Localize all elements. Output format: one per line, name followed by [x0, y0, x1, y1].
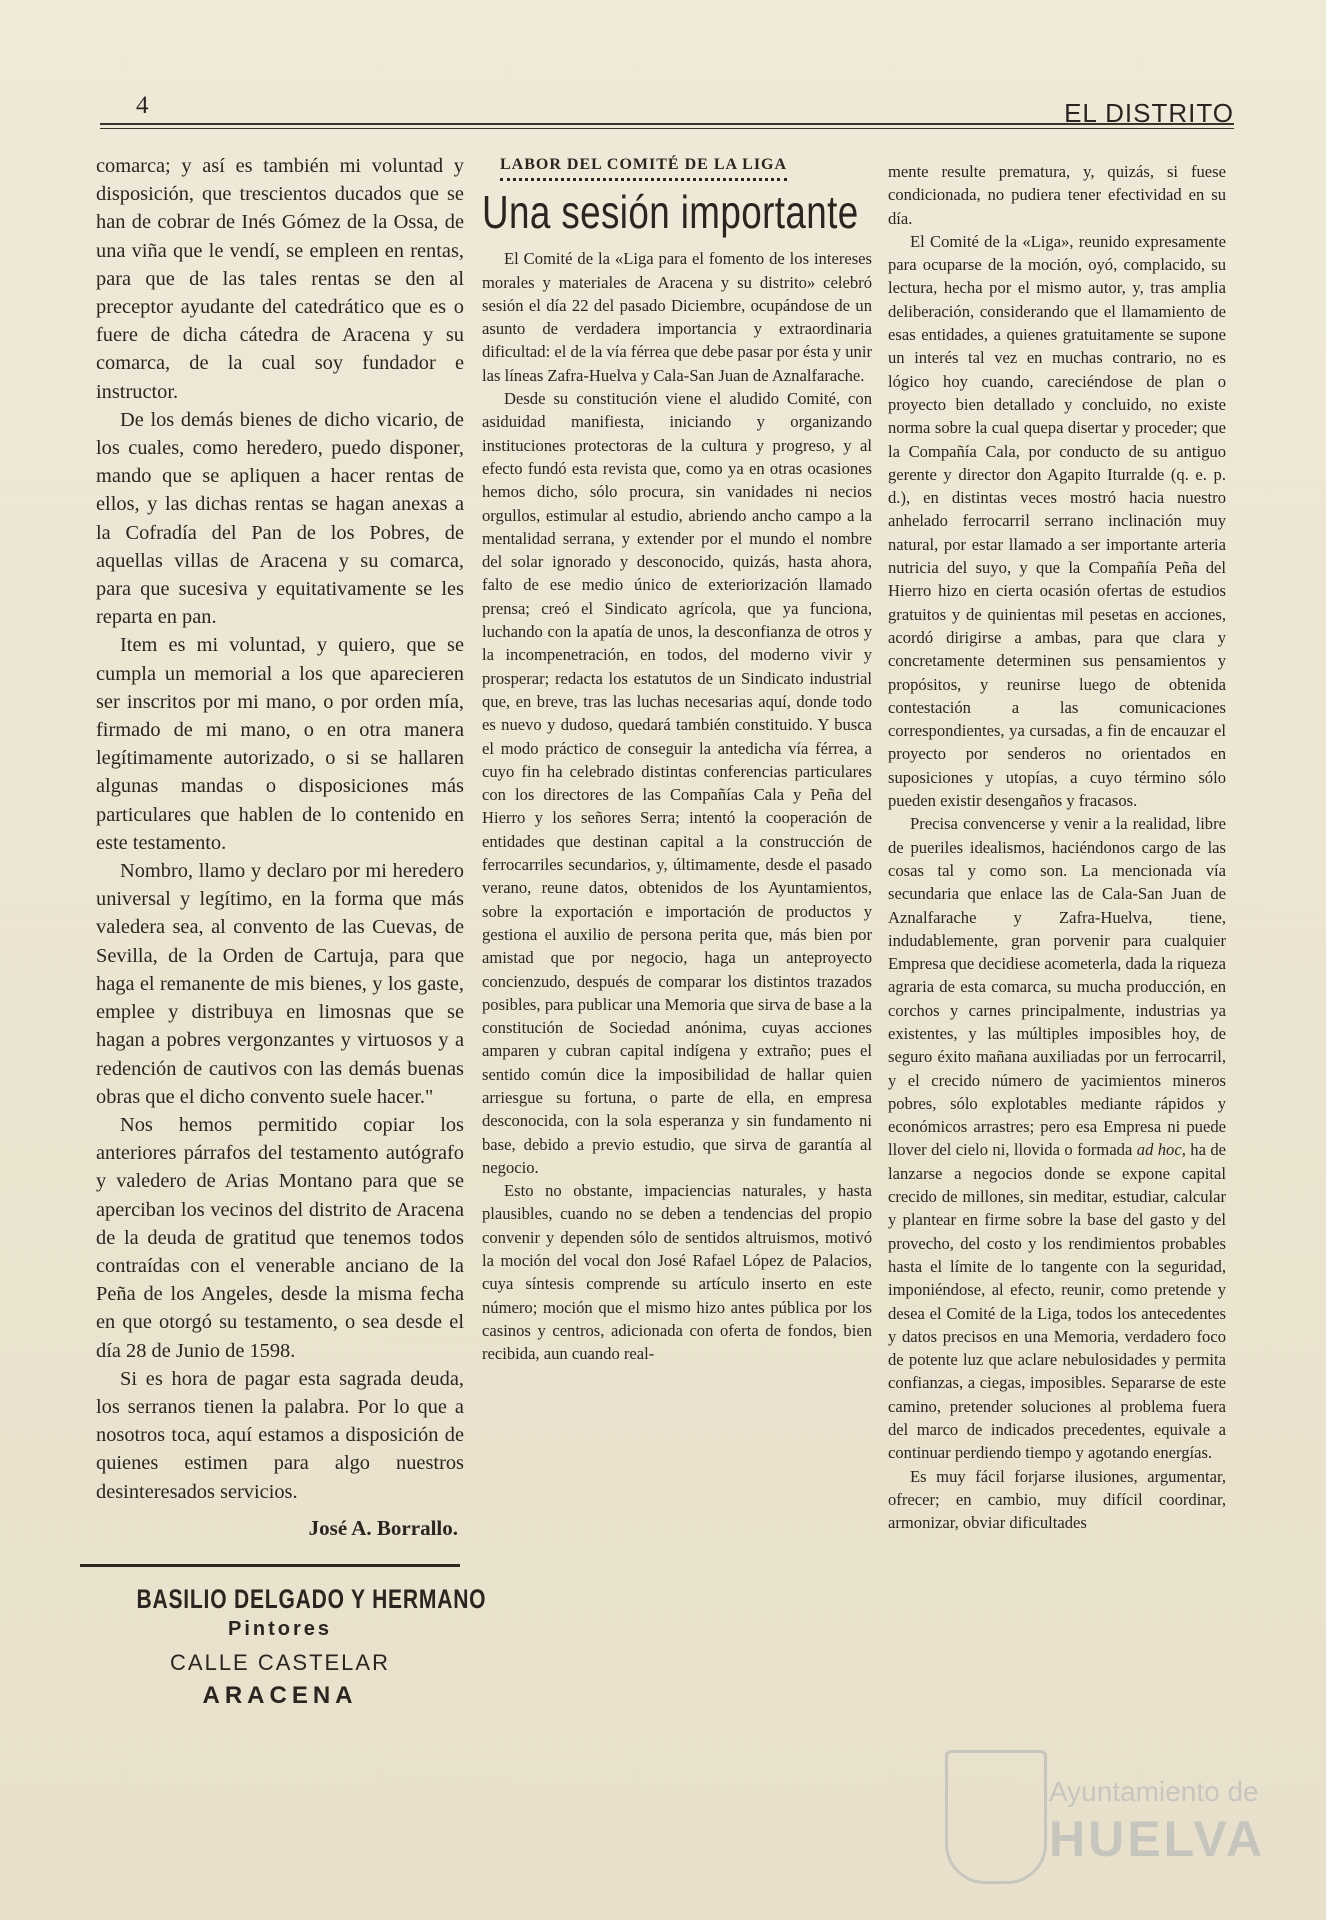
paragraph-text: , ha de lanzarse a negocios donde se expone capital crecido de millones, sin meditar, estudiar, calcular y plantear en firme sobre la base del gasto y del provecho, del costo y los rendimientos probables hasta el límite de lo tangente con la seguridad, imponiéndose, al efecto, reunir, como pretende y desea el Comité de la Liga, todos los antecedentes y datos precisos en una Memoria, verdadero foco de potente luz que aclare nebulosidades y permita confianzas, a ciegas, imposibles. Separarse de este camino, pretender soluciones al problema fuera del marco de indicados precedentes, equivale a continuar perdiendo tiempo y agotando energías. [888, 1140, 1226, 1463]
paragraph: Es muy fácil forjarse ilusiones, argumentar, ofrecer; en cambio, muy difícil coordinar, armonizar, obviar dificultades [888, 1466, 1226, 1533]
right-column [888, 160, 1226, 1535]
paragraph: Nombro, llamo y declaro por mi heredero universal y legítimo, en la forma que más valedera sea, al convento de las Cuevas, de Sevilla, de la Orden de Cartuja, para que haga el remanente de mis bienes, y los gaste, emplee y distribuya en limosnas que se hagan a pobres vergonzantes y virtuosos y a redención de cautivos con las demás buenas obras que el dicho convento suele hacer." [96, 860, 464, 1108]
ad-divider [80, 1564, 460, 1567]
paragraph: El Comité de la «Liga para el fomento de los intereses morales y materiales de Aracena y su distrito» celebró sesión el día 22 del pasado Diciembre, ocupándose de un asunto de verdadera importancia y extraordinaria dificultad: el de la vía férrea que debe pasar por ésta y unir las líneas Zafra-Huelva y Cala-San Juan de Aznalfarache. [482, 249, 872, 385]
page-number: 4 [136, 92, 149, 119]
paragraph: Item es mi voluntad, y quiero, que se cumpla un memorial a los que aparecieren ser inscritos por mi mano, o por orden mía, firmado de mi mano, o en otra manera legítimamente autorizado, o si se hallaren algunas mandas o disposiciones más particulares que hablen de lo contenido en este testamento. [96, 634, 464, 854]
shield-icon [945, 1750, 1047, 1884]
paragraph: Si es hora de pagar esta sagrada deuda, los serranos tienen la palabra. Por lo que a nosotros toca, aquí estamos a disposición de quienes estimen para algo nuestros desinteresados servicios. [96, 1367, 464, 1503]
header-rule [100, 123, 1234, 129]
paragraph: El Comité de la «Liga», reunido expresamente para ocuparse de la moción, oyó, complacido, su lectura, hecha por el mismo autor, y, tras amplia deliberación, considerando que el llamamiento de esas entidades, a quienes gratuitamente se supone un interés tal vez en muchas contrario, no es lógico hoy cuando, careciéndose de plan o proyecto bien detallado y concluido, no existe norma sobre la cual quepa disertar y proceder; que la Compañía Cala, por conducto de su antiguo gerente y director don Agapito Iturralde (q. e. p. d.), en distintas veces mostró hacia nuestro anhelado ferrocarril serrano inclinación muy natural, por estar llamado a ser importante arteria nutricia del suyo, y que la Compañía Peña del Hierro hizo en cierta ocasión ofertas de estudios gratuitos y de quinientas mil pesetas en acciones, acordó dirigirse a ambas, para que clara y concretamente determinen sus pensamientos y propósitos, y reunirse luego de obtenida contestación a las comunicaciones correspondientes, ya cursadas, a fin de encauzar el proyecto por senderos no orientados en suposiciones y utopías, a cuyo término sólo pueden existir desengaños y fracasos. [888, 231, 1226, 811]
author-signature: José A. Borrallo. [308, 1515, 458, 1540]
latin-phrase: ad hoc [1136, 1140, 1182, 1160]
paragraph: mente resulte prematura, y, quizás, si fuese condicionada, no pudiera tener efectividad en su día. [888, 162, 1226, 228]
paragraph: comarca; y así es también mi voluntad y disposición, que trescientos ducados que se han de cobrar de Inés Gómez de la Ossa, de una viña que le vendí, se empleen en rentas, para que de las tales rentas se den al preceptor ayudante del catedrático que es o fuere de dicha cátedra de Aracena y su comarca, de la cual soy fundador e instructor. [96, 155, 464, 403]
middle-column [482, 152, 872, 1366]
article-headline: Una sesión importante [482, 186, 859, 239]
archive-watermark [945, 1750, 1266, 1900]
paragraph: Esto no obstante, impaciencias naturales, y hasta plausibles, cuando no se deben a tendencias del propio convenir y dependen sólo de sentidos altruismos, motivó la moción del vocal don José Rafael López de Palacios, cuya síntesis comprende su artículo inserto en este número; moción que el mismo hizo antes pública por los casinos y centros, adicionada con oferta de fondos, bien recibida, aun cuando real- [482, 1181, 872, 1364]
left-column [96, 152, 487, 1710]
paragraph [888, 812, 1226, 1464]
running-title: EL DISTRITO [1064, 98, 1234, 128]
watermark-line2: HUELVA [1049, 1811, 1266, 1867]
paragraph: Nos hemos permitido copiar los anteriores párrafos del testamento autógrafo y valedero de Arias Montano para que se aperciban los vecinos del distrito de Aracena de la deuda de gratitud que tenemos todos contraídas con el venerable anciano de la Peña de los Angeles, desde la misma fecha en que otorgó su testamento, o sea desde el día 28 de Junio de 1598. [96, 1113, 464, 1362]
ad-trade: Pintores [227, 1618, 333, 1641]
ad-business-name: BASILIO DELGADO Y HERMANO [136, 1583, 487, 1614]
paragraph-text: Precisa convencerse y venir a la realidad, libre de pueriles idealismos, haciéndonos cargo de las cosas tal y como son. La mencionada vía secundaria que enlace las de Cala-San Juan de Aznalfarache y Zafra-Huelva, tiene, indudablemente, gran porvenir para cualquier Empresa que decidiese acometerla, dada la riqueza agraria de esta comarca, su mucha producción, en corchos y carnes principalmente, industrias ya existentes, y las múltiples imposibles hoy, de seguro éxito mañana auxiliadas por un ferrocarril, y el crecido número de yacimientos mineros pobres, sólo explotables mediante rápidos y económicos arrastres; pero esa Empresa ni puede llover del cielo ni, llovida o formada [888, 814, 1226, 1160]
advertisement [96, 1583, 487, 1710]
watermark-line1: Ayuntamiento de [1049, 1776, 1259, 1807]
ad-street: CALLE CASTELAR [170, 1650, 390, 1676]
paragraph: De los demás bienes de dicho vicario, de los cuales, como heredero, puedo disponer, mando que se apliquen a hacer rentas de ellos, y las dichas rentas se hagan anexas a la Cofradía del Pan de los Pobres, de aquellas villas de Aracena y su comarca, para que sucesiva y equitativamente se les reparta en pan. [96, 408, 464, 629]
paragraph: Desde su constitución viene el aludido Comité, con asiduidad manifiesta, iniciando y organizando instituciones protectoras de la cultura y progreso, y al efecto fundó esta revista que, como ya en otras ocasiones hemos dicho, sólo procura, sin vanidades ni necios orgullos, estimular al estudio, abriendo ancho campo a la mentalidad serrana, y extender por el mundo el nombre del solar ignorado y desconocido, quizás, hasta ahora, falto de ese medio único de exteriorización llamado prensa; creó el Sindicato agrícola, que ya funciona, luchando con la apatía de unos, la desconfianza de otros y la incompenetración, en todos, del moderno vivir y prosperar; redacta los estatutos de un Sindicato industrial que, en breve, tras las luchas necesarias aquí, donde todo es nuevo y dudoso, quedará también constituido. Y busca el modo práctico de conseguir la antedicha vía férrea, a cuyo fin ha celebrado distintas conferencias particulares con los directores de las Compañías Cala y Peña del Hierro y los señores Serra; intentó la cooperación de entidades que destinan capital a la construcción de ferrocarriles secundarios, y, últimamente, desde el pasado verano, reune datos, obtenidos de los Ayuntamientos, sobre la exportación e importación de productos y gestiona el auxilio de persona perita que, más bien por amistad que por negocio, haga un anteproyecto concienzudo, después de comparar los distintos trazados posibles, para publicar una Memoria que sirva de base a la constitución de Sociedad anónima, cuyas acciones amparen y cubran capital indígena y extraño; pues el sentido común dice la imposibilidad de hallar quien arriesgue su fortuna, o parte de ella, en empresa desconocida, con la sola esperanza y sin fundamento ni base, debido a previo estudio, que sirva de garantía al negocio. [482, 389, 872, 1177]
article-kicker: LABOR DEL COMITÉ DE LA LIGA [500, 153, 787, 181]
page-header [100, 92, 1234, 128]
ad-city: ARACENA [202, 1681, 358, 1709]
